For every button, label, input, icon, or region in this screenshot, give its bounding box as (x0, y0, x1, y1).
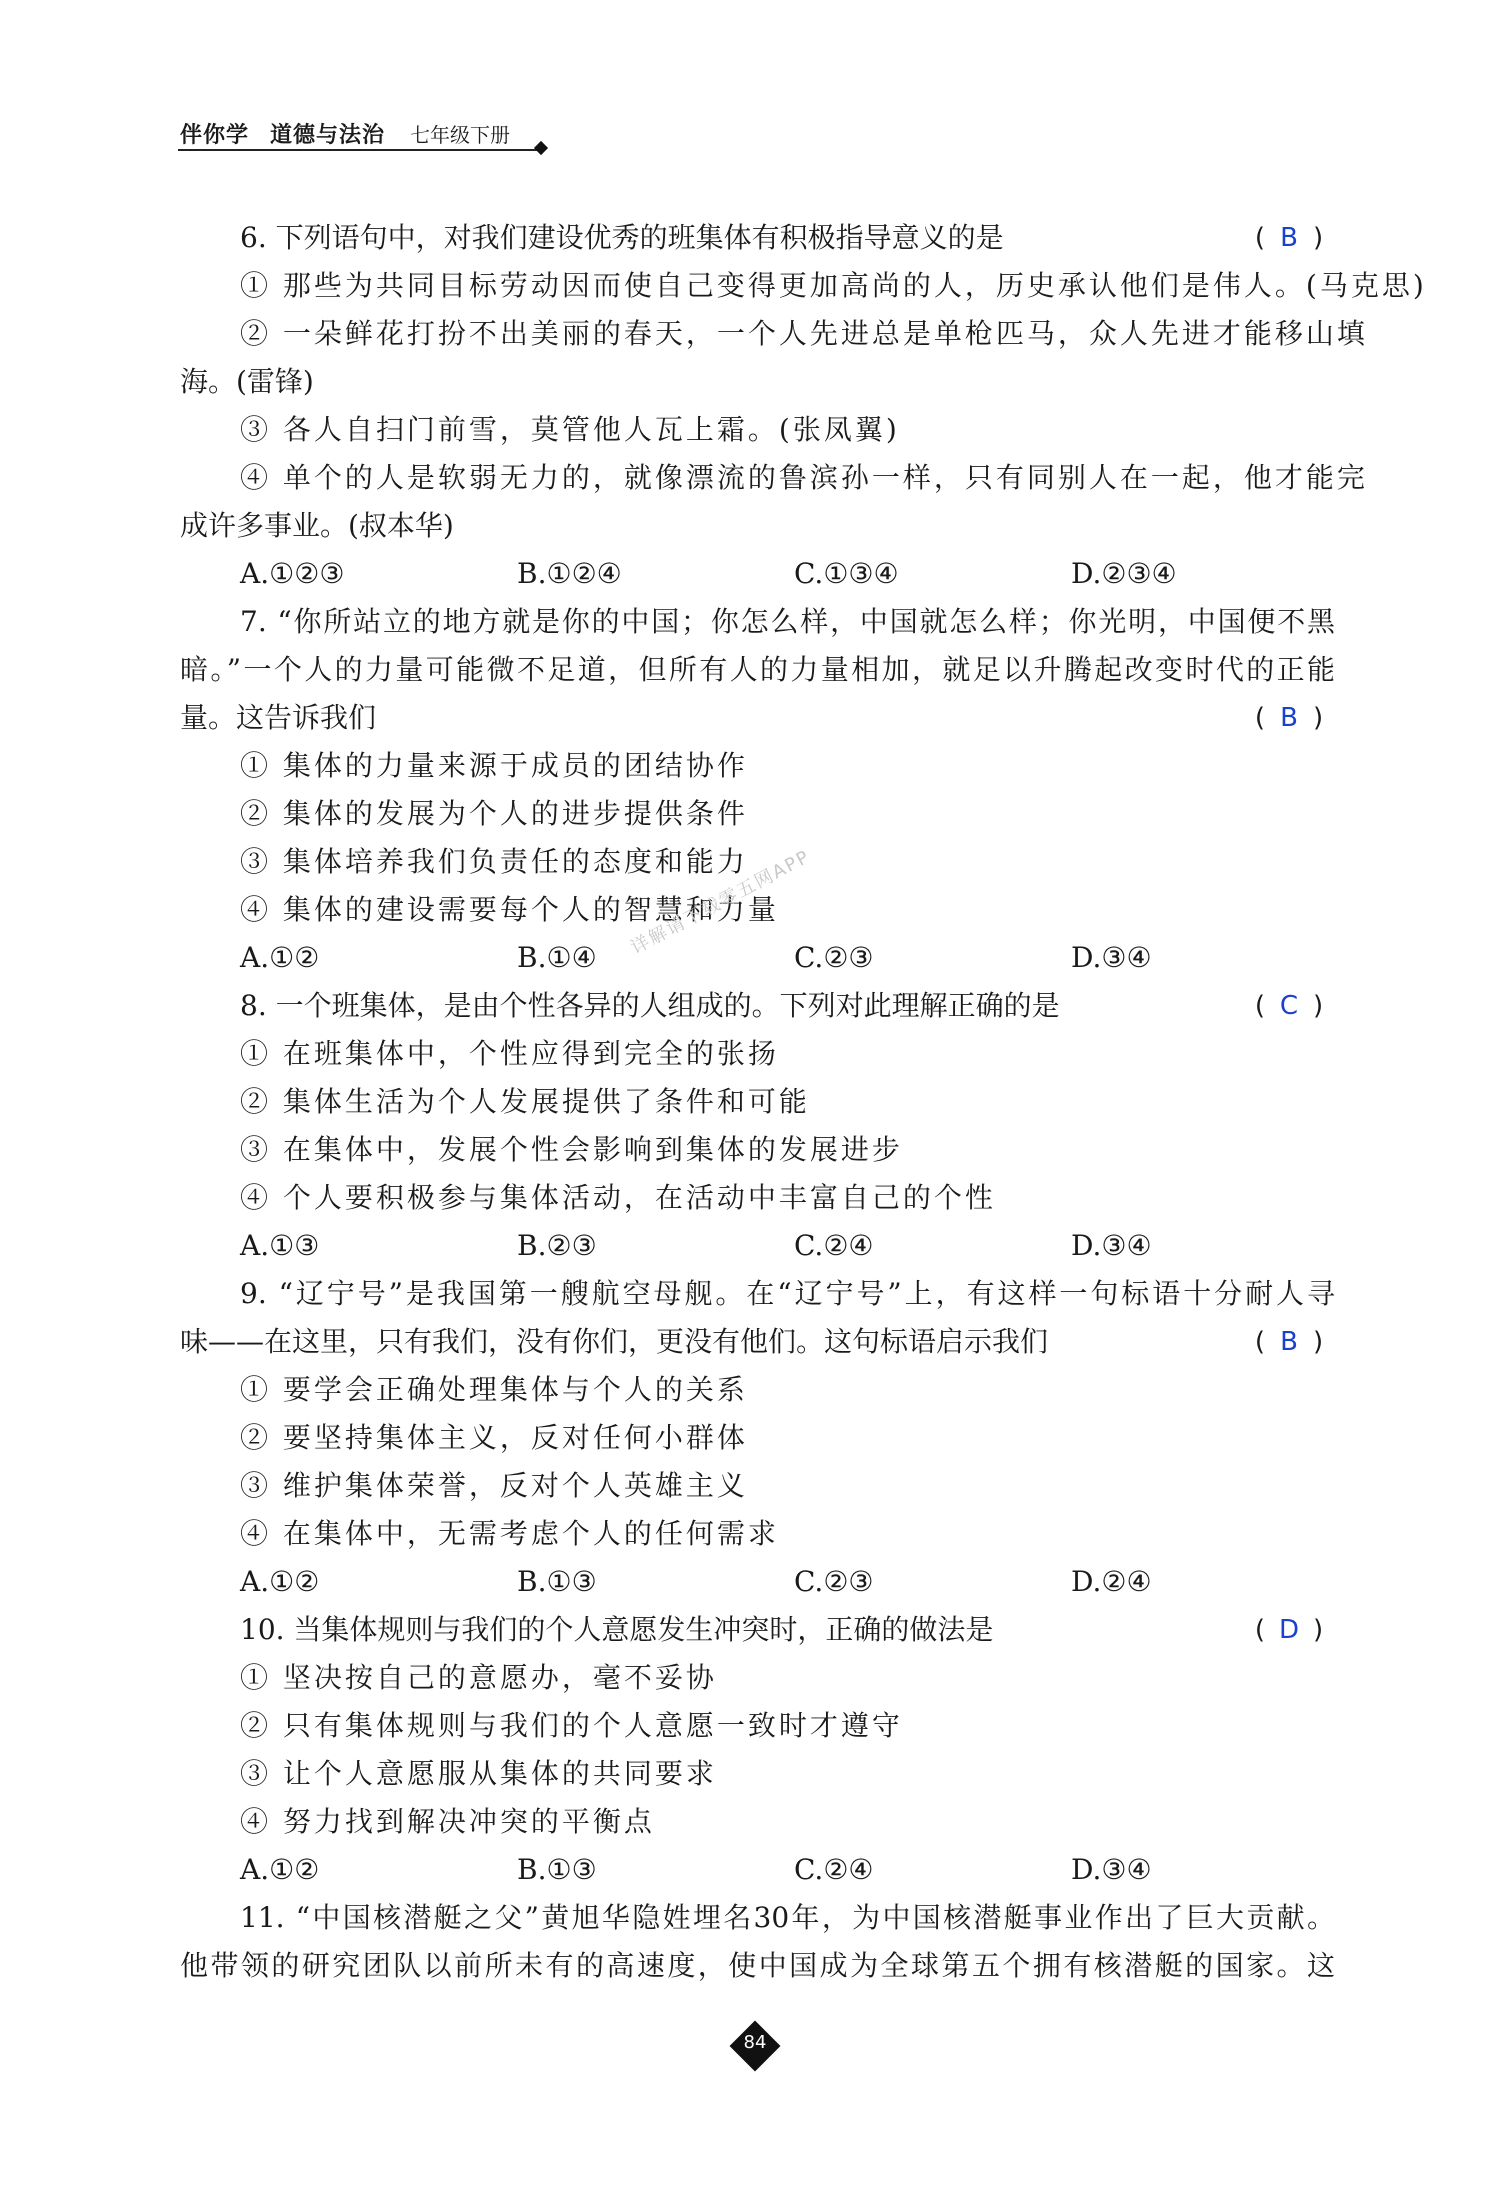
left-paren: ( (1254, 991, 1265, 1021)
choice-option: C.②④ (794, 1853, 874, 1886)
choice-option: A.①③ (240, 1229, 320, 1262)
statement-item (180, 358, 1335, 406)
statement-text: ④ 在集体中，无需考虑个人的任何需求 (240, 1517, 779, 1550)
choice-row (180, 550, 1335, 598)
answer-letter: B (1280, 703, 1298, 733)
question-stem (180, 1942, 1335, 1990)
left-paren: ( (1254, 223, 1265, 253)
question-stem (180, 1606, 1335, 1654)
statement-text: ④ 集体的建设需要每个人的智慧和力量 (240, 893, 779, 926)
choice-row (180, 1558, 1335, 1606)
statement-text: ① 集体的力量来源于成员的团结协作 (240, 749, 748, 782)
choice-row (180, 1846, 1335, 1894)
answer-bracket (1243, 982, 1335, 1030)
page-number: 84 (743, 2032, 767, 2053)
statement-text: ② 集体的发展为个人的进步提供条件 (240, 797, 748, 830)
statement-item (180, 502, 1335, 550)
question-stem-text: 暗。”一个人的力量可能微不足道，但所有人的力量相加，就足以升腾起改变时代的正能 (180, 653, 1335, 686)
question-block (180, 1270, 1335, 1606)
right-paren: ) (1313, 1327, 1324, 1357)
statement-item (180, 1750, 1335, 1798)
question-stem (180, 1894, 1335, 1942)
choice-option: C.②④ (794, 1229, 874, 1262)
statement-item (180, 1702, 1335, 1750)
question-block (180, 982, 1335, 1270)
question-stem-text: 6. 下列语句中，对我们建设优秀的班集体有积极指导意义的是 (240, 221, 1004, 254)
statement-text: ③ 维护集体荣誉，反对个人英雄主义 (240, 1469, 748, 1502)
statement-text: ① 那些为共同目标劳动因而使自己变得更加高尚的人，历史承认他们是伟人。(马克思) (240, 269, 1427, 302)
question-stem-text: 7. “你所站立的地方就是你的中国；你怎么样，中国就怎么样；你光明，中国便不黑 (240, 605, 1335, 638)
header-diamond-icon (534, 141, 548, 155)
statement-text: ② 只有集体规则与我们的个人意愿一致时才遵守 (240, 1709, 903, 1742)
choice-option: A.①② (240, 941, 320, 974)
answer-bracket (1243, 694, 1335, 742)
answer-bracket (1243, 1606, 1335, 1654)
question-stem (180, 694, 1335, 742)
statement-text: 成许多事业。(叔本华) (180, 509, 454, 542)
statement-item (180, 454, 1368, 502)
choice-option: B.①②④ (517, 557, 622, 590)
statement-text: ② 一朵鲜花打扮不出美丽的春天，一个人先进总是单枪匹马，众人先进才能移山填 (240, 317, 1368, 350)
statement-item (180, 790, 1335, 838)
choice-option: B.②③ (517, 1229, 597, 1262)
choice-row (180, 934, 1335, 982)
statement-item (180, 310, 1368, 358)
statement-item (180, 406, 1335, 454)
choice-option: B.①③ (517, 1565, 597, 1598)
statement-item (180, 1078, 1335, 1126)
question-block (180, 1894, 1335, 1990)
statement-text: ① 要学会正确处理集体与个人的关系 (240, 1373, 748, 1406)
statement-text: ② 集体生活为个人发展提供了条件和可能 (240, 1085, 810, 1118)
choice-option: C.①③④ (794, 557, 899, 590)
series-brand: 伴你学 (180, 123, 250, 148)
statement-text: ① 坚决按自己的意愿办，毫不妥协 (240, 1661, 717, 1694)
choice-option: D.③④ (1071, 1229, 1152, 1262)
statement-item (180, 1798, 1335, 1846)
question-stem-text: 10. 当集体规则与我们的个人意愿发生冲突时，正确的做法是 (240, 1613, 994, 1646)
statement-item (180, 1462, 1335, 1510)
statement-text: ④ 努力找到解决冲突的平衡点 (240, 1805, 655, 1838)
statement-text: ④ 个人要积极参与集体活动，在活动中丰富自己的个性 (240, 1181, 996, 1214)
question-stem-text: 11. “中国核潜艇之父”黄旭华隐姓埋名30年，为中国核潜艇事业作出了巨大贡献。 (240, 1901, 1335, 1934)
choice-option: D.②④ (1071, 1565, 1152, 1598)
right-paren: ) (1313, 991, 1324, 1021)
statement-item (180, 1126, 1335, 1174)
choice-option: A.①②③ (240, 557, 345, 590)
choice-row (180, 1222, 1335, 1270)
statement-text: ③ 集体培养我们负责任的态度和能力 (240, 845, 748, 878)
answer-bracket (1243, 1318, 1335, 1366)
left-paren: ( (1254, 1615, 1265, 1645)
choice-option: C.②③ (794, 1565, 874, 1598)
choice-option: B.①④ (517, 941, 597, 974)
question-stem-text: 8. 一个班集体，是由个性各异的人组成的。下列对此理解正确的是 (240, 989, 1060, 1022)
answer-letter: D (1278, 1615, 1300, 1645)
statement-item (180, 1366, 1335, 1414)
left-paren: ( (1254, 703, 1265, 733)
choice-option: D.②③④ (1071, 557, 1177, 590)
choice-option: A.①② (240, 1853, 320, 1886)
answer-letter: B (1280, 223, 1298, 253)
statement-item (180, 1414, 1335, 1462)
question-stem (180, 598, 1335, 646)
question-stem (180, 1318, 1335, 1366)
statement-text: ③ 在集体中，发展个性会影响到集体的发展进步 (240, 1133, 903, 1166)
choice-option: C.②③ (794, 941, 874, 974)
statement-item (180, 1510, 1335, 1558)
header-rule (178, 149, 540, 151)
right-paren: ) (1313, 223, 1324, 253)
statement-text: ② 要坚持集体主义，反对任何小群体 (240, 1421, 748, 1454)
question-stem-text: 9. “辽宁号”是我国第一艘航空母舰。在“辽宁号”上，有这样一句标语十分耐人寻 (240, 1277, 1335, 1310)
answer-letter: C (1279, 991, 1299, 1021)
choice-option: A.①② (240, 1565, 320, 1598)
question-stem (180, 646, 1335, 694)
question-stem-text: 他带领的研究团队以前所未有的高速度，使中国成为全球第五个拥有核潜艇的国家。这 (180, 1949, 1335, 1982)
statement-text: ① 在班集体中，个性应得到完全的张扬 (240, 1037, 779, 1070)
question-block (180, 598, 1335, 982)
statement-item (180, 262, 1427, 310)
choice-option: D.③④ (1071, 1853, 1152, 1886)
question-stem-text: 量。这告诉我们 (180, 701, 377, 734)
statement-item (180, 1174, 1335, 1222)
grade-label: 七年级下册 (410, 123, 510, 147)
statement-text: ③ 让个人意愿服从集体的共同要求 (240, 1757, 717, 1790)
statement-text: ③ 各人自扫门前雪，莫管他人瓦上霜。(张凤翼) (240, 413, 900, 446)
right-paren: ) (1313, 703, 1324, 733)
right-paren: ) (1313, 1615, 1324, 1645)
page-header (178, 118, 550, 148)
question-stem-text: 味——在这里，只有我们，没有你们，更没有他们。这句标语启示我们 (180, 1325, 1049, 1358)
statement-item (180, 1654, 1335, 1702)
question-stem (180, 982, 1335, 1030)
choice-option: B.①③ (517, 1853, 597, 1886)
question-stem (180, 214, 1335, 262)
question-block (180, 1606, 1335, 1894)
left-paren: ( (1254, 1327, 1265, 1357)
answer-bracket (1243, 214, 1335, 262)
subject-title: 道德与法治 (270, 123, 386, 148)
answer-letter: B (1280, 1327, 1298, 1357)
choice-option: D.③④ (1071, 941, 1152, 974)
page-number-badge (731, 2022, 779, 2070)
statement-text: 海。(雷锋) (180, 365, 314, 398)
question-block (180, 214, 1427, 598)
question-stem (180, 1270, 1335, 1318)
statement-text: ④ 单个的人是软弱无力的，就像漂流的鲁滨孙一样，只有同别人在一起，他才能完 (240, 461, 1368, 494)
watermark: 详解请下载零五网APP (627, 846, 814, 959)
statement-item (180, 742, 1335, 790)
statement-item (180, 1030, 1335, 1078)
question-list (180, 214, 1427, 1990)
